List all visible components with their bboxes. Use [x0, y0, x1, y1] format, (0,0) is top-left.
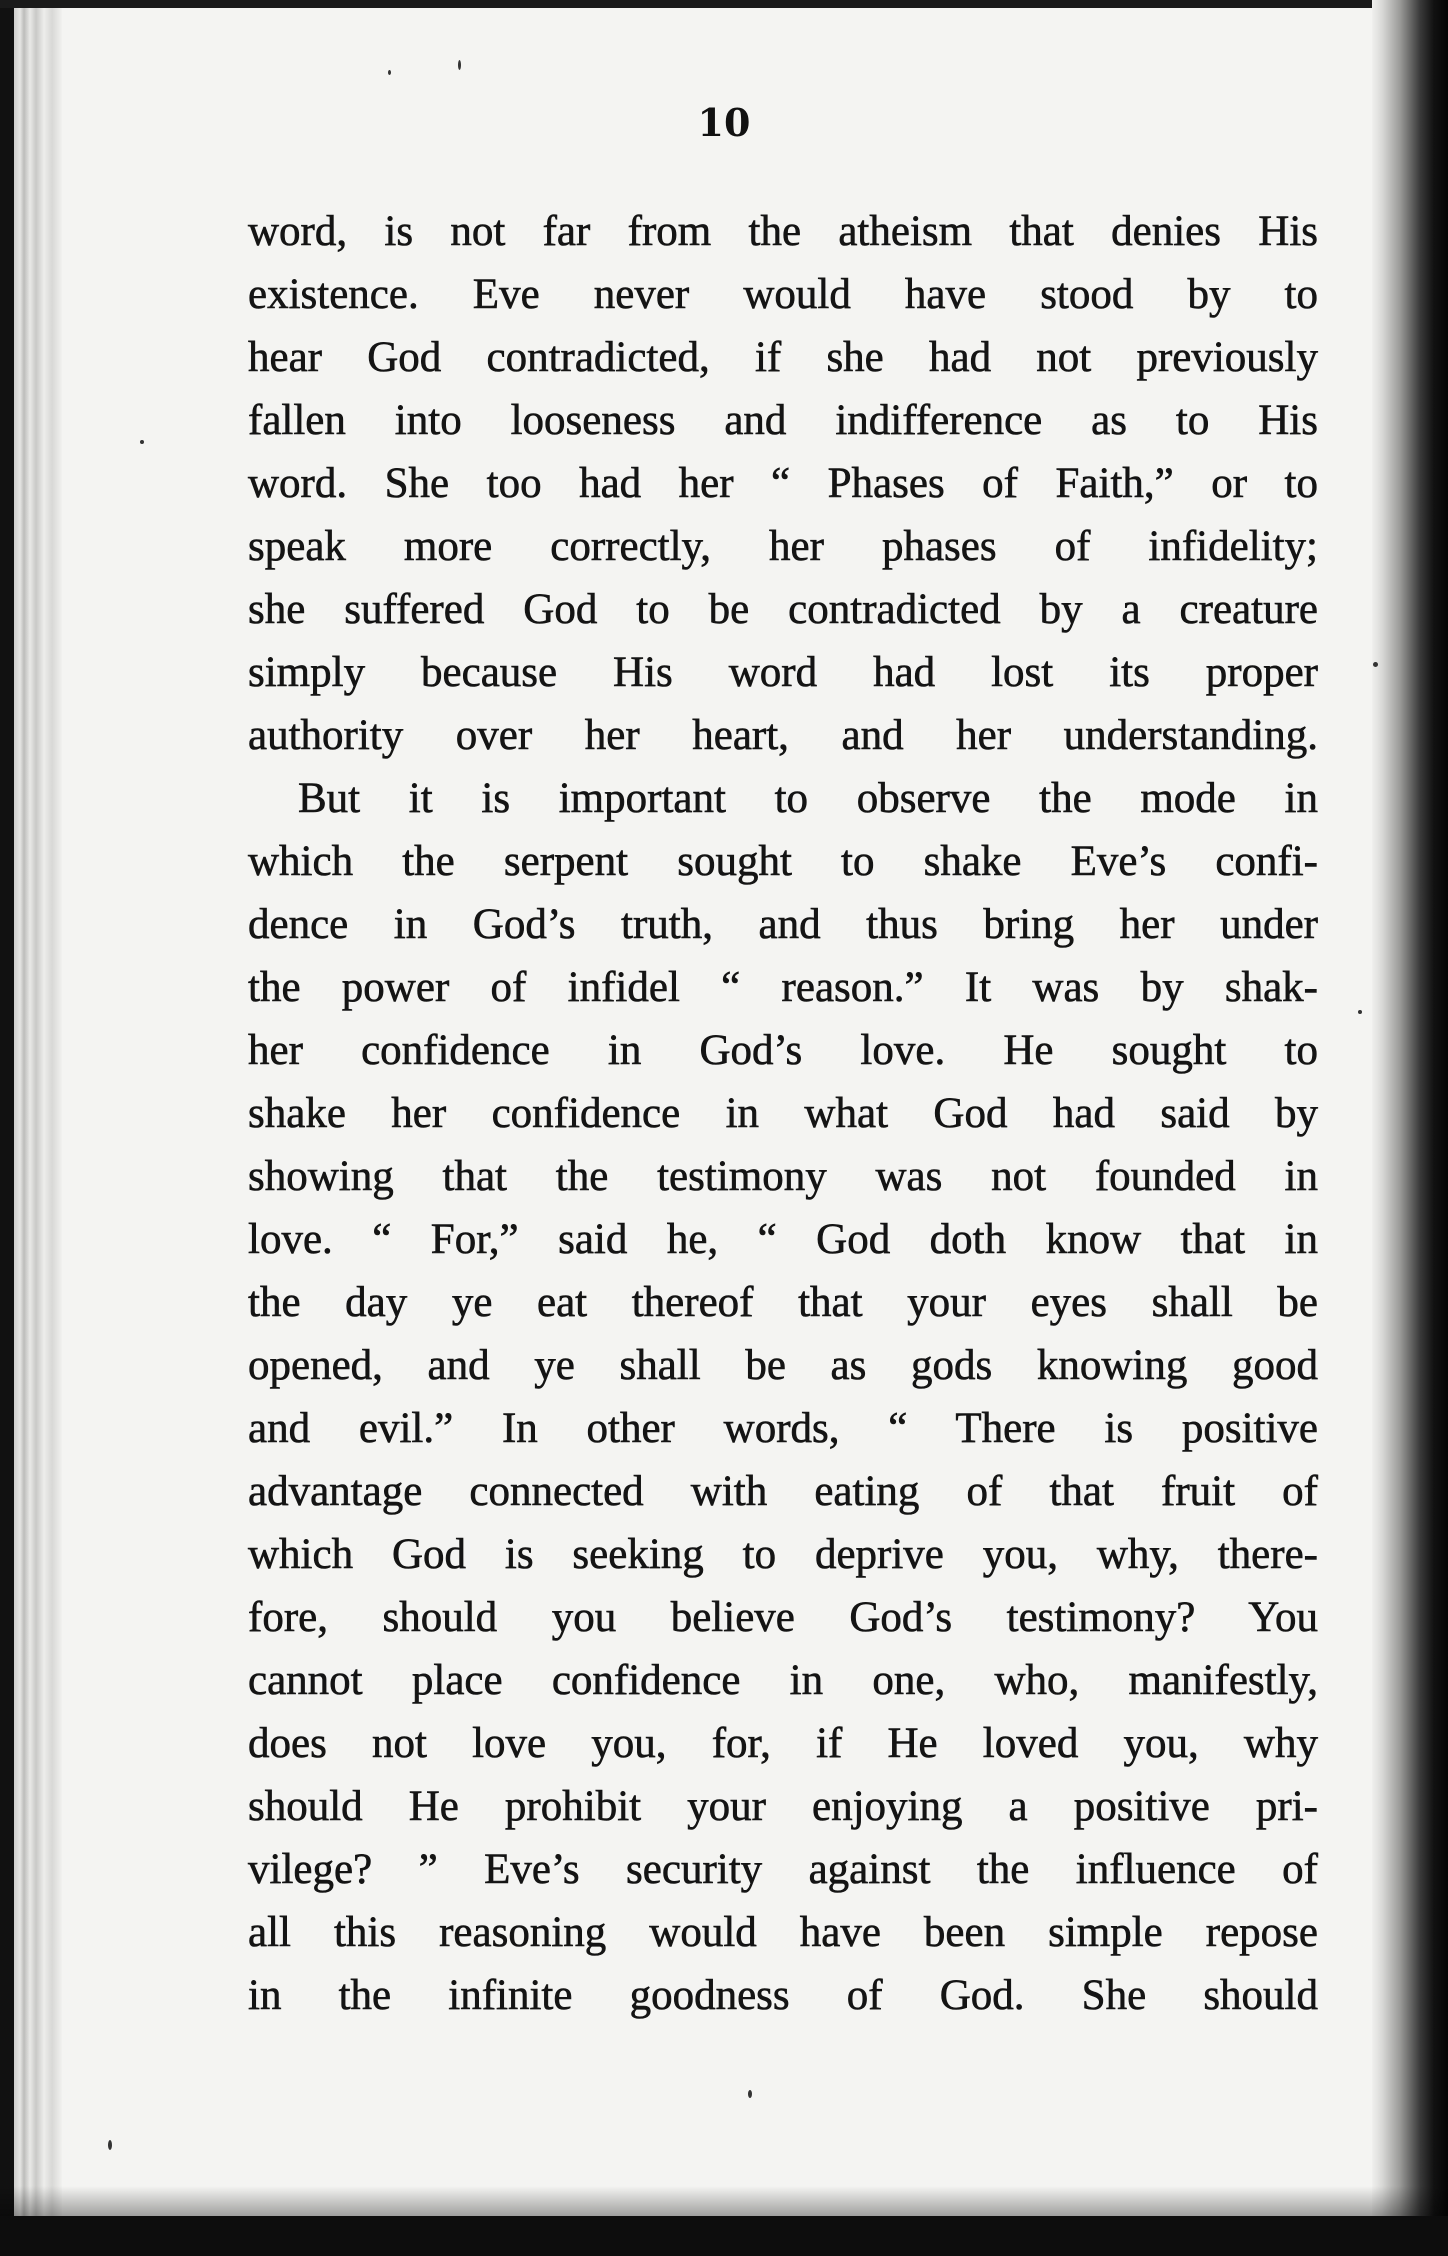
text-line: she suffered God to be contradicted by a creature [248, 586, 1318, 633]
text-line: word, is not far from the atheism that denies His [248, 208, 1318, 255]
text-line: does not love you, for, if He loved you, why [248, 1720, 1318, 1767]
text-line: fallen into looseness and indifference as to His [248, 397, 1318, 444]
scan-speck [140, 440, 144, 444]
scan-speck [458, 60, 461, 70]
text-line: dence in God’s truth, and thus bring her under [248, 901, 1318, 948]
text-line: in the infinite goodness of God. She should [248, 1972, 1318, 2019]
text-line: all this reasoning would have been simple repose [248, 1909, 1318, 1956]
text-line: simply because His word had lost its proper [248, 649, 1318, 696]
text-line: opened, and ye shall be as gods knowing good [248, 1342, 1318, 1389]
text-line: love. “ For,” said he, “ God doth know that in [248, 1216, 1318, 1263]
text-line: word. She too had her “ Phases of Faith,” or to [248, 460, 1318, 507]
page-number: 10 [697, 100, 751, 145]
text-line: her confidence in God’s love. He sought to [248, 1027, 1318, 1074]
text-line: cannot place confidence in one, who, manifestly, [248, 1657, 1318, 1704]
text-line: which the serpent sought to shake Eve’s confi- [248, 838, 1318, 885]
text-line: authority over her heart, and her understanding. [248, 712, 1318, 759]
scan-speck [388, 70, 391, 75]
text-line: speak more correctly, her phases of infidelity; [248, 523, 1318, 570]
text-line: the power of infidel “ reason.” It was by shak- [248, 964, 1318, 1011]
bottom-scan-border [0, 2216, 1448, 2256]
scan-speck [1373, 662, 1378, 667]
scan-speck [748, 2090, 752, 2098]
top-scan-border [0, 0, 1448, 8]
text-line: which God is seeking to deprive you, why, there- [248, 1531, 1318, 1578]
text-line: and evil.” In other words, “ There is positive [248, 1405, 1318, 1452]
text-line: vilege? ” Eve’s security against the influence of [248, 1846, 1318, 1893]
text-line: showing that the testimony was not founded in [248, 1153, 1318, 1200]
text-line: fore, should you believe God’s testimony? You [248, 1594, 1318, 1641]
scan-speck [108, 2140, 112, 2150]
body-text [248, 200, 1318, 2027]
text-line: should He prohibit your enjoying a positive pri- [248, 1783, 1318, 1830]
paragraph-start-line: But it is important to observe the mode in [298, 775, 1318, 822]
bottom-scan-shadow [0, 2186, 1448, 2216]
page-stack-edge [14, 0, 62, 2256]
binding-edge [0, 0, 14, 2256]
scan-speck [1358, 1010, 1362, 1014]
text-line: existence. Eve never would have stood by to [248, 271, 1318, 318]
text-line: hear God contradicted, if she had not previously [248, 334, 1318, 381]
text-line: advantage connected with eating of that fruit of [248, 1468, 1318, 1515]
text-line: shake her confidence in what God had said by [248, 1090, 1318, 1137]
right-scan-shadow [1372, 0, 1448, 2256]
text-line: the day ye eat thereof that your eyes shall be [248, 1279, 1318, 1326]
